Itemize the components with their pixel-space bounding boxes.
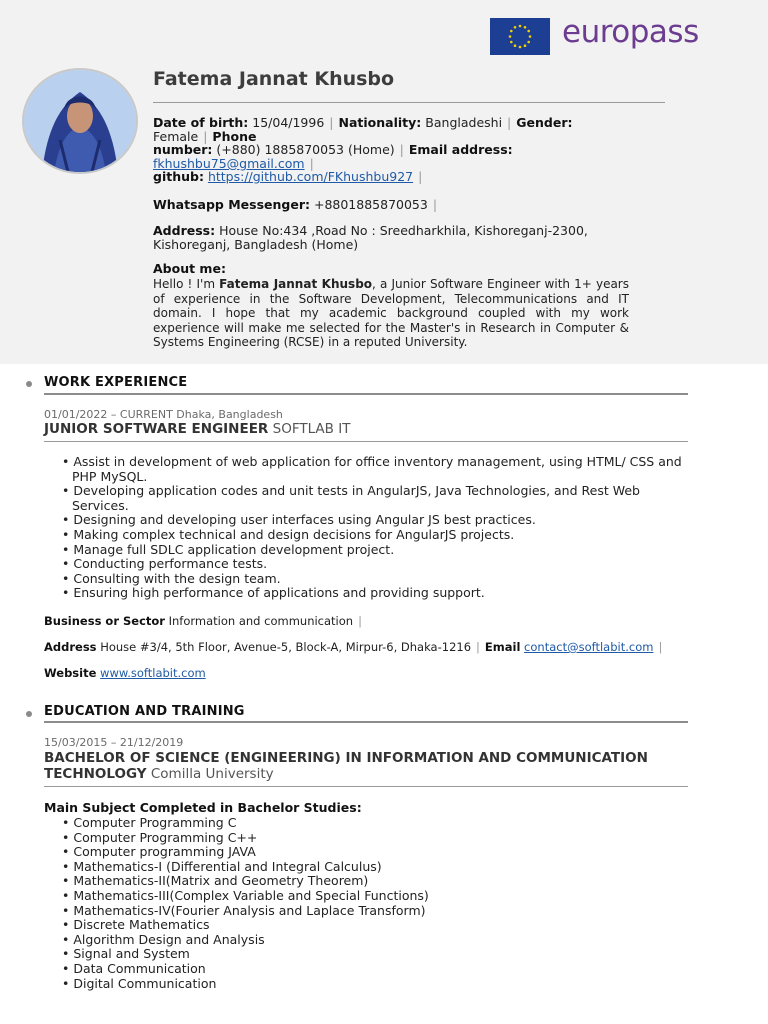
company-email-label: Email bbox=[484, 640, 521, 654]
job-role: JUNIOR SOFTWARE ENGINEER bbox=[44, 421, 269, 437]
subject-item: • Computer Programming C bbox=[62, 816, 682, 831]
job-title-line bbox=[44, 421, 684, 437]
separator: | bbox=[658, 640, 663, 654]
company-address-value: House #3/4, 5th Floor, Avenue-5, Block-A, Mirpur-6, Dhaka-1216 bbox=[100, 640, 472, 654]
section-bullet-icon bbox=[26, 711, 32, 717]
whatsapp-value: +8801885870053 bbox=[313, 197, 428, 212]
separator: | bbox=[399, 142, 404, 157]
europass-wordmark: europass bbox=[562, 14, 699, 50]
subject-item: • Mathematics-I (Differential and Integral Calculus) bbox=[62, 860, 682, 875]
separator: | bbox=[203, 129, 208, 144]
subject-item: • Data Communication bbox=[62, 962, 682, 977]
subject-item: • Mathematics-III(Complex Variable and Special Functions) bbox=[62, 889, 682, 904]
nationality-label: Nationality: bbox=[338, 115, 422, 130]
job-duty-item: • Manage full SDLC application development project. bbox=[62, 543, 682, 558]
candidate-name: Fatema Jannat Khusbo bbox=[153, 68, 395, 90]
dob-label: Date of birth: bbox=[153, 115, 249, 130]
subject-item: • Discrete Mathematics bbox=[62, 918, 682, 933]
education-section-rule bbox=[44, 721, 688, 723]
job-org: SOFTLAB IT bbox=[272, 421, 351, 437]
separator: | bbox=[432, 197, 438, 212]
personal-info-line-2 bbox=[153, 143, 673, 171]
job-duty-item: • Ensuring high performance of applications and providing support. bbox=[62, 586, 682, 601]
job-rule bbox=[44, 441, 688, 442]
address-block bbox=[153, 224, 673, 252]
cv-header bbox=[0, 0, 768, 364]
separator: | bbox=[507, 115, 512, 130]
about-body: , a Junior Software Engineer with 1+ years of experience in the Software Development, Telecommunications and IT domain. I hope that my academic background coupled with my work experience will make me selected for the Master's in Research in Computer & Systems Engineering (RCSE) in a reputed University. bbox=[153, 277, 629, 350]
subject-item: • Signal and System bbox=[62, 947, 682, 962]
whatsapp-label: Whatsapp Messenger: bbox=[153, 197, 310, 212]
subject-item: • Digital Communication bbox=[62, 977, 682, 992]
email-link[interactable]: fkhushbu75@gmail.com bbox=[153, 156, 305, 171]
degree-rule bbox=[44, 786, 688, 787]
gender-value: Female bbox=[153, 129, 199, 144]
subject-item: • Algorithm Design and Analysis bbox=[62, 933, 682, 948]
work-date-location: 01/01/2022 – CURRENT Dhaka, Bangladesh bbox=[44, 408, 283, 421]
company-address-line bbox=[44, 640, 667, 654]
profile-photo bbox=[22, 68, 138, 174]
about-label-text: About me: bbox=[153, 261, 226, 276]
degree-line-1: BACHELOR OF SCIENCE (ENGINEERING) IN INFORMATION AND COMMUNICATION bbox=[44, 750, 648, 766]
gender-label: Gender: bbox=[516, 115, 573, 130]
separator: | bbox=[418, 169, 423, 184]
company-address-label: Address bbox=[44, 640, 97, 654]
about-intro: Hello ! I'm bbox=[153, 277, 220, 291]
dob-value: 15/04/1996 bbox=[252, 115, 325, 130]
nationality-value: Bangladeshi bbox=[425, 115, 503, 130]
about-text bbox=[153, 277, 629, 350]
job-duty-item: • Conducting performance tests. bbox=[62, 557, 682, 572]
europass-logo bbox=[490, 14, 699, 56]
whatsapp-line bbox=[153, 198, 673, 212]
email-label: Email address: bbox=[408, 142, 513, 157]
subjects-heading: Main Subject Completed in Bachelor Studies: bbox=[44, 800, 362, 815]
sector-label: Business or Sector bbox=[44, 614, 165, 628]
education-dates: 15/03/2015 – 21/12/2019 bbox=[44, 736, 184, 749]
phone-label: Phone bbox=[212, 129, 257, 144]
subject-item: • Computer programming JAVA bbox=[62, 845, 682, 860]
github-line bbox=[153, 170, 673, 184]
subjects-list bbox=[62, 816, 682, 991]
address-label: Address: bbox=[153, 223, 216, 238]
job-duty-item: • Consulting with the design team. bbox=[62, 572, 682, 587]
subject-item: • Mathematics-II(Matrix and Geometry Theorem) bbox=[62, 874, 682, 889]
separator: | bbox=[329, 115, 334, 130]
phone-value: (+880) 1885870053 (Home) bbox=[216, 142, 395, 157]
sector-value: Information and communication bbox=[168, 614, 354, 628]
eu-flag-icon bbox=[490, 18, 550, 55]
about-name: Fatema Jannat Khusbo bbox=[219, 277, 373, 291]
separator: | bbox=[358, 614, 362, 628]
business-sector-line bbox=[44, 614, 367, 628]
company-website-line bbox=[44, 666, 206, 680]
job-duty-item: • Making complex technical and design decisions for AngularJS projects. bbox=[62, 528, 682, 543]
subject-item: • Mathematics-IV(Fourier Analysis and Laplace Transform) bbox=[62, 904, 682, 919]
website-label: Website bbox=[44, 666, 97, 680]
separator: | bbox=[476, 640, 480, 654]
education-section-title: EDUCATION AND TRAINING bbox=[44, 704, 245, 719]
phone-label-cont: number: bbox=[153, 142, 213, 157]
work-section-rule bbox=[44, 393, 688, 395]
name-divider bbox=[153, 102, 665, 103]
personal-info-line-1 bbox=[153, 116, 673, 144]
job-duty-item: • Assist in development of web application for office inventory management, using HTML/ CSS and PHP MySQL. bbox=[62, 455, 682, 484]
institution: Comilla University bbox=[150, 766, 274, 782]
degree-line-2: TECHNOLOGY bbox=[44, 766, 147, 782]
job-duty-item: • Designing and developing user interfaces using Angular JS best practices. bbox=[62, 513, 682, 528]
subject-item: • Computer Programming C++ bbox=[62, 831, 682, 846]
section-bullet-icon bbox=[26, 381, 32, 387]
company-email-link[interactable]: contact@softlabit.com bbox=[524, 640, 654, 654]
work-section-title: WORK EXPERIENCE bbox=[44, 375, 188, 390]
company-website-link[interactable]: www.softlabit.com bbox=[100, 666, 206, 680]
degree-title bbox=[44, 750, 684, 782]
job-duty-item: • Developing application codes and unit tests in AngularJS, Java Technologies, and Rest Web Services. bbox=[62, 484, 682, 513]
about-label bbox=[153, 262, 673, 276]
address-line-1: House No:434 ,Road No : Sreedharkhila, Kishoreganj-2300, bbox=[219, 223, 588, 238]
separator: | bbox=[309, 156, 314, 171]
job-duties-list bbox=[62, 455, 682, 601]
github-link[interactable]: https://github.com/FKhushbu927 bbox=[207, 169, 414, 184]
address-line-2: Kishoreganj, Bangladesh (Home) bbox=[153, 237, 359, 252]
github-label: github: bbox=[153, 169, 204, 184]
